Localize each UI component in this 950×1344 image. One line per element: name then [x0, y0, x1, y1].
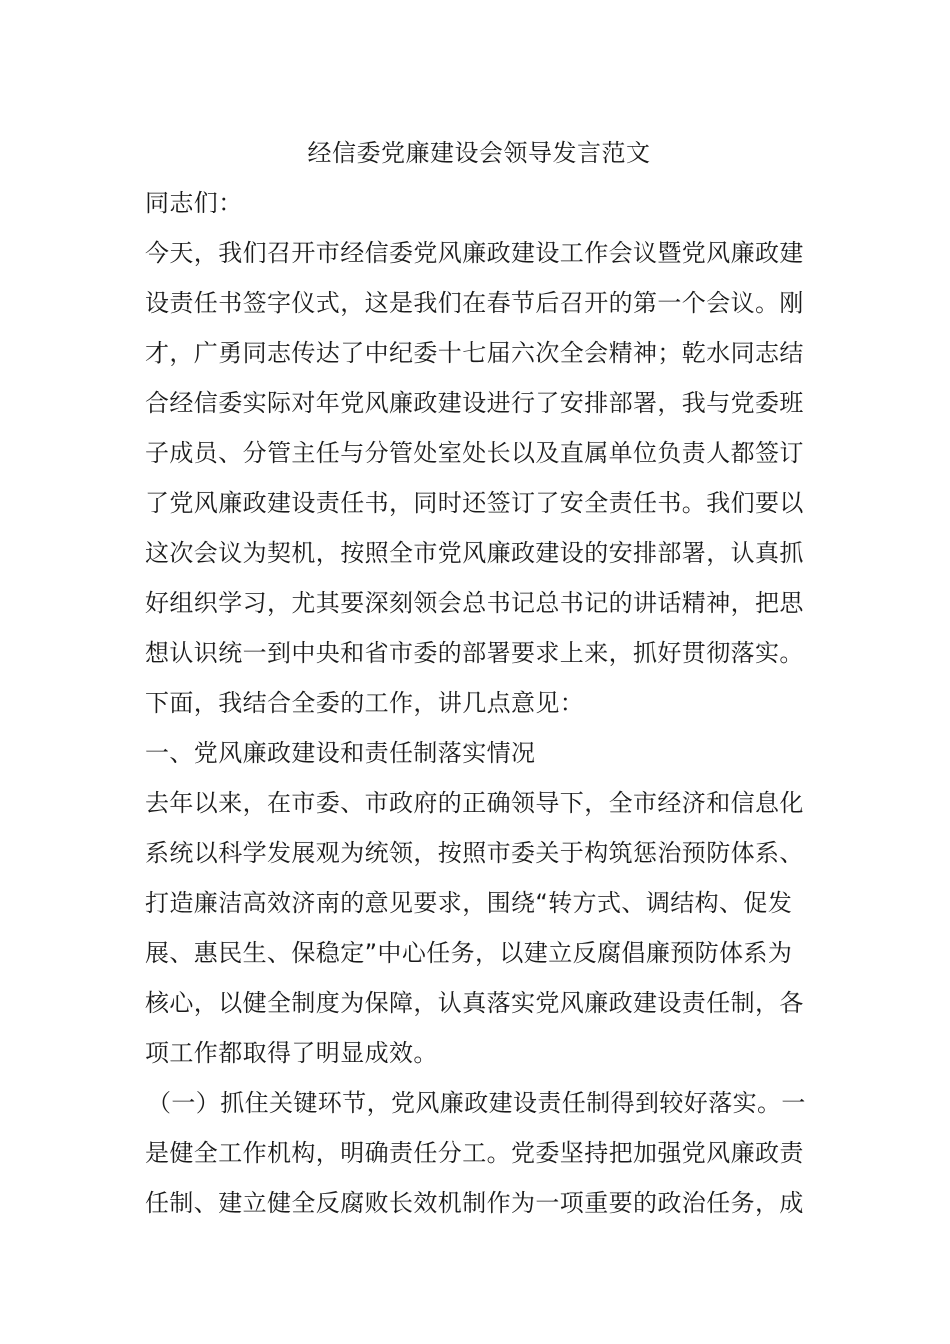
paragraph-line: 才，广勇同志传达了中纪委十七届六次全会精神；乾水同志结 — [145, 339, 804, 367]
document-title: 经信委党廉建设会领导发言范文 — [307, 139, 651, 167]
paragraph-line: 是健全工作机构，明确责任分工。党委坚持把加强党风廉政责 — [145, 1139, 804, 1167]
paragraph-line: 项工作都取得了明显成效。 — [145, 1039, 438, 1067]
section-heading: 一、党风廉政建设和责任制落实情况 — [145, 739, 536, 767]
paragraph-line: 今天，我们召开市经信委党风廉政建设工作会议暨党风廉政建 — [145, 239, 804, 267]
paragraph-line: 核心，以健全制度为保障，认真落实党风廉政建设责任制，各 — [145, 989, 804, 1017]
paragraph-line: 好组织学习，尤其要深刻领会总书记总书记的讲话精神，把思 — [145, 589, 804, 617]
paragraph-line: 展、惠民生、保稳定”中心任务，以建立反腐倡廉预防体系为 — [145, 939, 793, 967]
paragraph-line: 合经信委实际对年党风廉政建设进行了安排部署，我与党委班 — [145, 389, 804, 417]
paragraph-line: 任制、建立健全反腐败长效机制作为一项重要的政治任务，成 — [145, 1189, 804, 1217]
paragraph-line: 设责任书签字仪式，这是我们在春节后召开的第一个会议。刚 — [145, 289, 804, 317]
paragraph-line: 这次会议为契机，按照全市党风廉政建设的安排部署，认真抓 — [145, 539, 804, 567]
paragraph-line: 下面，我结合全委的工作，讲几点意见： — [145, 689, 585, 717]
paragraph-line: 了党风廉政建设责任书，同时还签订了安全责任书。我们要以 — [145, 489, 804, 517]
paragraph-line: 子成员、分管主任与分管处室处长以及直属单位负责人都签订 — [145, 439, 804, 467]
document-page — [145, 128, 807, 1228]
paragraph-line: 去年以来，在市委、市政府的正确领导下，全市经济和信息化 — [145, 789, 804, 817]
salutation: 同志们： — [145, 189, 243, 217]
paragraph-line: 系统以科学发展观为统领，按照市委关于构筑惩治预防体系、 — [145, 839, 804, 867]
subsection-line: （一）抓住关键环节，党风廉政建设责任制得到较好落实。一 — [147, 1089, 806, 1117]
paragraph-line: 想认识统一到中央和省市委的部署要求上来，抓好贯彻落实。 — [145, 639, 804, 667]
paragraph-line: 打造廉洁高效济南的意见要求，围绕“转方式、调结构、促发 — [145, 889, 793, 917]
